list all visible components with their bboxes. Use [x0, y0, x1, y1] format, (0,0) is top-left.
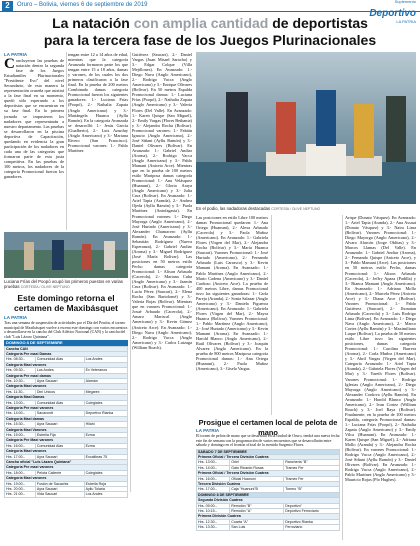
team-name: Los Andes — [35, 368, 84, 373]
pelota-box-title: Prosigue el certamen local de pelota de mano — [198, 418, 338, 437]
team-name: Los Andes — [84, 357, 127, 362]
page-number: 2 — [2, 1, 13, 11]
match-time: Hrs. 13:00.- — [5, 400, 36, 405]
match-time: Hrs. 13:30.- — [197, 525, 230, 530]
podium-scene-graphic — [196, 52, 416, 204]
article-column-3: Gutiérrez (Saucari), 2.- Daniel Vargas (Juan Misael Saracho) y 3.- Edgar Colque (Villa Mejillones). En Avanzado: 1.- Diego Nava (Anglo Americano), 2.- Rodrigo Vacca (Anglo Americano) y 3.- Enrique Olivares (Bolívar). En 50 metros Espalda Promocional damas: 1.- Luciana Frías (Poopó), 2.- Nathalia Zapata (Anglo Americano) y 3.- Valeria Flores (Del Valle). En Avanzado: 1.- Karen Quispe (San Miguel), 2.- Emily Vargas (Flores Bethania) y 3.- Alejandra Rocha (Bolívar). Promocional varones: 1.- Fabián Ignacio (Anglo Americano), 2.- José Siñani (Ayllu Ramón) y 3.- Daniel Olivares (Bolívar). En Avanzado: 1.- Gabriel Andiar (Aroma), 2.- Rodrigo Vacca (Anglo Americano) y 3.- Pablo Mamani (Aniceto Arce). Mientras que en la prueba de 100 metros estilo Mariposa damas categoría Promocional: 1.- Ana Velásquez (Huanuni), 2.- Gloria Araya (Anglo Americano) y 3.- Julia Cruz (Bolívar). En Avanzado: 1.- Ariel Tapia (Aranda), 2.- Andrea Ojeda (Ayllu Ramón) y 3.- Paola Martínez (Antofagasta). En Promocional varones: 1.- Diego Mayorga (Anglo Americano), 2.- José Hurtado (Americano) y 3.- Alexander Chumacero (Ayllu Ramón). En Avanzado: 1.- Sebastián Rodríguez (Nueva Esperanza), 2.- Gabriel Andiar (Aroma) y 3.- Miguel Rodríguez (José María Bolívar). Las posiciones en 50 metros estilo Pecho damas categoría Promocional: 1.- Alison Arbaudo (Cacerola), 2.- Mariana Cuba (Anglo Americano) y 3.- Jazmín Cruz (Bolívar). En Avanzado: 1.- Lucía Pérez (Saucari), 2.- Elena Rocha (San Bartolomé) y 3.- Valeria Rojas (Bolívar). Mientras que en varones Promocional: 1.- Josué Arbaudo (Cacerola), 2.- Amaro Mariscal (Anglo Americano) y 3.- Kevin Gómez (Aniceto Arce). En Avanzado: 1.- Diego Nava (Anglo Americano), 2.- Rodrigo Vacca (Anglo Americano) y 3.- Carlos Luizaga (William Roach). — [132, 52, 192, 350]
match-time: Hrs. 08:30.- — [5, 357, 36, 362]
schedule-category-row: Categoría Pre maxi varones — [5, 405, 128, 410]
team-name: Ayra Saucari — [35, 422, 84, 427]
schedule-category-row: Categoría Maxi varones — [5, 384, 128, 389]
column-divider — [271, 215, 272, 415]
schedule-category-row: Categoría Maxi damas — [5, 416, 128, 421]
basket-schedule-table: Cancha CAN Categoría Pre maxi Damas Hrs. 08:30.- Comunidad Alas Los Andes Categoría Maxi varones Hrs. 09:30.- Los Andes Ex Veteranos Categoría Pre maxi damas Hrs. 10:30.- Ayra Saucari Alamán Categoría Maxi varones Hrs. 11:30.- Dini Unicos Megarex Categoría Maxi Damas Hrs. 13:00.- Comunidad Alas Colegiales Categoría Pre maxi varones Hrs. 14:00.- Sacacontt Deportivo Rianka Categoría Maxi damas Hrs. 15:30.- Ayra Saucari Hilahi Categoría Maxi Varones Hrs. 15:00.- Estrella Fija Ezma Categoría Pre Maxi varones Hrs. 16:00.- Comunidad Alas Ezma Categoría Maxi varones Hrs. 17:00.- Ayra Saucari Excalibras 75 Cancha oficial "Luis Lázaro Quintana" Categoría Pre maxi varones Hrs. 18:00.- Pelota Caliente Colegiales Categoría Maxi varones Hrs. 19:00.- Fusión de Sacachis Estrella Roja Hrs. 20:00.- Ayra Saucari Ayllu Tolaria Hrs. 21:00.- Vida Saucari Los Andes — [4, 346, 128, 498]
match-time: Hrs. 16:00.- — [5, 443, 36, 448]
match-time: Hrs. 19:00.- — [5, 481, 36, 486]
team-name: Ayra Saucari — [35, 454, 84, 459]
match-time: Hrs. 12:30.- — [197, 519, 230, 524]
pelota-schedule-box: LA PATRIA El torneo de pelota de mano que se desarrolla en la ciudad de Oruro, tendrá una nueva fecha este fin de semana con la programación de varios encuentros que se desarrollarán entre sábado y domingo en el frontón oficial de la avenida Sargento Flores. SÁBADO 7 DE SEPTIEMBRE Primera Oficial / Tercera División Cuatrea Hrs. 13:00.- Oriel Rancheria "B" Hrs. 14:00.- Gato Ricardo Rosas Tramex Fer Primera Oficial / Tercera División Cuatrea Hrs. 16:00.- Oficial Huanuni Tramex Fer Tercera División Cuatrea Hrs. 17:00.- Caja "Huanuni"B Torneo "B" DOMINGO 8 DE SEPTIEMBRE Segunda División Cuatrea Hrs. 09:00.- Remolón "B" Deportivo" Hrs. 10:15.- Remolón "A" Deportivo Ferroviario Primera División Cuatrea Hrs. 12:30.- Cuarta "A" Deportivo Rianka Hrs. 13:30.- San Luis Ferroviario — [196, 428, 340, 530]
schedule-category-row: Primera Oficial / Tercera División Cuatrea — [197, 471, 340, 476]
team-name: Caja "Huanuni"B — [230, 487, 284, 492]
team-name: Ferroviario — [284, 525, 340, 530]
match-time: Hrs. 10:15.- — [197, 508, 230, 513]
team-name: Fusión de Sacachis — [35, 481, 84, 486]
match-time: Hrs. 11:30.- — [5, 389, 36, 394]
team-name: Deportivo Ferroviario — [284, 508, 340, 513]
schedule-category-row: Categoría Maxi Varones — [5, 427, 128, 432]
dateline: Oruro – Bolivia, viernes 6 de septiembre de 2019 — [17, 2, 148, 8]
team-name: Ezma — [84, 443, 127, 448]
match-time: Hrs. 16:00.- — [197, 476, 230, 481]
column-divider — [130, 52, 131, 492]
match-time: Hrs. 17:00.- — [197, 487, 230, 492]
team-name: Remolón "A" — [230, 508, 284, 513]
schedule-category-row: Categoría Maxi varones — [5, 362, 128, 367]
team-name: Colegiales — [84, 470, 127, 475]
team-name: Vida Saucari — [35, 492, 84, 497]
match-time: Hrs. 15:30.- — [5, 422, 36, 427]
schedule-match-row — [197, 525, 340, 530]
team-name: Comunidad Alas — [35, 357, 84, 362]
article-column-5: Arispe (Donato Vásquez). En Avanzado: 1.- Ariel Tapia (Aranda), 2.- Ana Assaut (Donato Vásquez) y 3.- Naira Lima (Bolívar). Varones Promocional: 1.- Diego Mayorga (Anglo Americano), 2.- Alvaro Alarcón (Jorge Oblitas) y 3.- Marcos Llamas (Del Valle). En Avanzado: 1.- Gabriel Andiar (Aroma), 2.- Fernando Quispe (Aniceto Arce), y 3.- Pablo Mamani (Arce). Las posiciones en 50 metros estilo Pecho, damas Promocional: 1.- Alison Arbaudo (Cacerola), 2.- Jeffry Apaza (Padilla) y 3.- Bianca Mamani (Anglo Americano). En Avanzado: 1.- Adriana Mollo (Americano), 2.- Marcela Pérez (Aniceto Arce) y 3.- Diana Arce (Bolívar). Varones Promocional: 1.- Pablo Gutiérrez (Saucari), 2.- Jhonatan Arbaudo (Cacerola) y 3.- Luis Rodrigo Lima (Bolívar). En Avanzado: 1.- Diego Nava (Anglo Americano), 2.- Marco Cortez (Ayllu Ramón) y 3.- Maximiliano Luque (Bolívar). La prueba de 50 metros estilo Libre tuvo las siguientes posiciones, damas categoría Promocional: 1.- Carolina Barrera (Aroma), 2.- Carla Muñoz (Americano) y 3.- Abril Vargas (Virgen del Mar). Categoría Avanzado: 1.- Ariel Tapia (Aranda), 2.- Gabriela Flores (Virgen del Mar) y 3.- Yareth Flores (Bolívar). Varones Promocional: 1.- Rodrigo Iglesias (Anglo Americano), 2.- Diego Mayorga (Anglo Americano) y 3.- Alexander Cordova (Ayllu Ramón). En Avanzado: 1.- Harold Blanco (Anglo Americano), 2.- Ivan Cortez (William Roach) y 3.- Joel Raya (Bolívar). Finalmente, en la prueba de 100 metros Espalda, categoría Promocional damas: 1.- Luciana Frías (Poopó), 2.- Nathalia Zapata (Anglo Americano) y 3.- Emily Vilca (Huanuni). En Avanzado: 1.- Karen Quispe (San Miguel), 2.- Adriana Mollo (Aranda) y 3.- Alejandra Rocha (Bolívar). En varones Promocional: 1.- Rodrigo Vacca (Anglo Americano), 2.- José Siñani (Ayllu Ramón) y 3.- Daniel Olivares (Bolívar). En Avanzado: 1.- Rodrigo Vacca (Anglo Americano), 2.- Pablo Martínez (Anglo Americano) y 3.- Mauricio Rojas (Pío Hughes). — [345, 215, 416, 483]
basket-schedule-box: LA PATRIA Tras una semana de suspensión de actividades por el Día del Peatón, el torneo municipal de Maxibásquet vuelve a escena este domingo con varios encuentros a desarrollarse en la cancha del Club Atlético Nacional (CAN) y la cancha del club "Luis Lázaro Quintana". DOMINGO 8 DE SEPTIEMBRE Cancha CAN Categoría Pre maxi Damas Hrs. 08:30.- Comunidad Alas Los Andes Categoría Maxi varones Hrs. 09:30.- Los Andes Ex Veteranos Categoría Pre maxi damas Hrs. 10:30.- Ayra Saucari Alamán Categoría Maxi varones Hrs. 11:30.- Dini Unicos Megarex Categoría Maxi Damas Hrs. 13:00.- Comunidad Alas Colegiales Categoría Pre maxi varones Hrs. 14:00.- Sacacontt Deportivo Rianka Categoría Maxi damas Hrs. 15:30.- Ayra Saucari Hilahi Categoría Maxi Varones Hrs. 15:00.- Estrella Fija Ezma Categoría Pre Maxi varones Hrs. 16:00.- Comunidad Alas Ezma Categoría Maxi varones Hrs. 17:00.- Ayra Saucari Excalibras 75 Cancha oficial "Luis Lázaro Quintana" Categoría Pre maxi varones Hrs. 18:00.- Pelota Caliente Colegiales Categoría Maxi varones Hrs. 19:00.- Fusión de Sacachis Estrella Roja Hrs. 20:00.- Ayra Saucari Ayllu Tolaria Hrs. 21:00.- Vida Saucari Los Andes — [4, 315, 128, 497]
basket-day-bar: DOMINGO 8 DE SEPTIEMBRE — [4, 340, 128, 346]
team-name: Comunidad Alas — [35, 400, 84, 405]
team-name: Deportivo Rianka — [84, 411, 127, 416]
team-name: Estrella Roja — [84, 481, 127, 486]
schedule-category-row: Categoría Pre maxi damas — [5, 373, 128, 378]
schedule-category-row: Categoría Maxi Damas — [5, 395, 128, 400]
team-name: Deportivo Rianka — [284, 519, 340, 524]
team-name: Dini Unicos — [35, 389, 84, 394]
article-column-4: Las posiciones en estilo Libre 100 metros damas Promocional quedaron: 1.- Ana Ortega (Huanuni), 2.- Alexa Arbaudo (Cacerola) y 3.- Paola Muñoz (Americano). En Avanzado: 1.- Gabriela Flores (Virgen del Mar), 2.- Alejandra Rocha (Bolívar) y 3.- María Huanca (Saucari). Varones Promocional: 1.- José Hurtado (Americano), 2.- Fernando Arbaudo (Luis Carrasco) y 3.- Kevin Mamani (Aroma). En Avanzado: 1.- Pablo Martínez (Anglo Americano), 2.- Mario Cadena (Americano) y 3.- Daniel Cardozo (Aniceto Arce). La prueba de 400 metros Libre, damas Promocional tuvo las siguientes ganadoras: 1.- Carla Pareja (Aranda), 2.- Sonia Salazar (Anglo Americano) y 3.- Daniela Figueroa (Americano). En Avanzado: 1.- Gabriela Flores (Virgen del Mar), 2.- Mayra Huanca (Bolívar). Varones Promocional: 1.- Pablo Martínez (Anglo Americano), 2.- José Hurtado (Americano) y 3.- Kevin Mamani (Aroma). En Avanzado: 1.- Harold Blanco (Anglo Americano), 2.- Raúl Olivares (Bolívar) y 3.- Joaquín Alvarez (Anglo Americano). En la prueba de 800 metros Mariposa categoría Promocional damas: 1.- Ana Ortega (Huanuni), 2.- Paola Muñoz (Americano), 3.- Gisela Vargas. — [196, 215, 268, 372]
match-time: Hrs. 18:00.- — [5, 470, 36, 475]
team-name: Ayra Saucari — [35, 378, 84, 383]
pool-scene-graphic — [4, 232, 128, 278]
team-name: Gato Ricardo Rosas — [230, 465, 284, 470]
team-name: Cuarta "A" — [230, 519, 284, 524]
pelota-intro: El torneo de pelota de mano que se desarrolla en la ciudad de Oruro, tendrá una nueva fecha este fin de semana con la programación de varios encuentros que se desarrollarán entre sábado y domingo en el frontón oficial de la avenida Sargento Flores. — [196, 434, 340, 447]
team-name: Deportivo" — [284, 503, 340, 508]
schedule-category-row: Tercera División Cuatrea — [197, 481, 340, 486]
match-time: Hrs. 14:00.- — [197, 465, 230, 470]
team-name: Colegiales — [84, 400, 127, 405]
schedule-category-row: Primera Oficial / Tercera División Cuatrea — [197, 454, 340, 459]
team-name: Tramex Fer — [284, 465, 340, 470]
schedule-category-row: Primera División Cuatrea — [197, 514, 340, 519]
team-name: Megarex — [84, 389, 127, 394]
team-name: Torneo "B" — [284, 487, 340, 492]
drop-cap: C — [4, 56, 15, 72]
podium-photo — [196, 52, 416, 204]
headline-highlight: con amplia cantidad — [133, 15, 269, 31]
team-name: Hilahi — [84, 422, 127, 427]
team-name: Rancheria "B" — [284, 460, 340, 465]
team-name: Pelota Caliente — [35, 470, 84, 475]
schedule-day-row: DOMINGO 8 DE SEPTIEMBRE — [197, 492, 340, 497]
team-name: Ezma — [84, 433, 127, 438]
match-time: Hrs. 17:00.- — [5, 454, 36, 459]
team-name: Alamán — [84, 378, 127, 383]
article-tag: LA PATRIA — [4, 52, 28, 57]
swimmer-photo — [4, 232, 128, 278]
schedule-category-row: Categoría Pre maxi Damas — [5, 351, 128, 356]
schedule-category-row: Categoría Maxi varones — [5, 449, 128, 454]
photo-caption: Luciana Frías del Poopó ocupó los primeros puestos en varias pruebas CORTESÍA / OLIVE NEPTUNO — [4, 279, 123, 289]
basket-box-title: Este domingo retorna el certamen de Maxibásquet — [14, 293, 118, 313]
team-name: Estrella Fija — [35, 433, 84, 438]
match-time: Hrs. 14:00.- — [5, 411, 36, 416]
team-name: Ex Veteranos — [84, 368, 127, 373]
team-name: Remolón "B" — [230, 503, 284, 508]
article-column-2: tengan entre 12 a 14 años de edad, mientras que la categoría Avanzada formaron parte los que tengan entre 15 a 18 años, damas y varones, de los cuales los dos primeros clasificaron a la fase final. En la prueba de 200 metros Combinado damas categoría Promocional fueron los siguientes ganadores: 1.- Luciana Frías (Poopó), 2.- Nathalia Zapata (Anglo Americano) y 3.- Mariángela Huanca (Ayllu Ramón). En la categoría Avanzada se desarrolló: 1.- Jesús García (Gualberto), 2.- Luis Azurduy (Anglo Americano) y 3.- Mariana Rivero (San Francisco). Promocional varones: 1.- Pablo Martínez — [68, 52, 128, 153]
schedule-category-row: Categoría Pre maxi varones — [5, 465, 128, 470]
schedule-category-row: Segunda División Cuatrea — [197, 498, 340, 503]
team-name: Oriel — [230, 460, 284, 465]
team-name: Excalibras 75 — [84, 454, 127, 459]
schedule-day-row: SÁBADO 7 DE SEPTIEMBRE — [197, 449, 340, 454]
match-time: Hrs. 15:00.- — [5, 433, 36, 438]
match-time: Hrs. 13:00.- — [197, 460, 230, 465]
team-name: Oficial Huanuni — [230, 476, 284, 481]
schedule-category-row: Cancha oficial "Luis Lázaro Quintana" — [5, 460, 128, 465]
headline: La natación con amplia cantidad de deportistas para la tercera fase de los Juegos Plurinacionales — [43, 15, 377, 48]
team-name: Ayllu Tolaria — [84, 487, 127, 492]
team-name: Sacacontt — [35, 411, 84, 416]
match-time: Hrs. 09:30.- — [5, 368, 36, 373]
schedule-category-row: Categoría Pre Maxi varones — [5, 438, 128, 443]
schedule-category-row: Categoría Maxi varones — [5, 476, 128, 481]
supplement-logo: Suplemento Deportivo LA PATRIA — [369, 0, 416, 24]
schedule-match-row — [5, 492, 128, 497]
pelota-schedule-table — [196, 449, 340, 531]
team-name: Tramex Fer — [284, 476, 340, 481]
team-name: San Luis — [230, 525, 284, 530]
match-time: Hrs. 21:00.- — [5, 492, 36, 497]
team-name: Ayra Saucari — [35, 487, 84, 492]
team-name: Comunidad Alas — [35, 443, 84, 448]
team-name: Los Andes — [84, 492, 127, 497]
match-time: Hrs. 09:00.- — [197, 503, 230, 508]
column-divider — [66, 52, 67, 230]
column-divider — [342, 215, 343, 540]
podium-caption: En el podio, las nadadoras destacadas CORTESÍA / OLIVE NEPTUNO — [196, 206, 321, 211]
match-time: Hrs. 10:30.- — [5, 378, 36, 383]
article-column-1: LA PATRIA C oncluyeron las pruebas de natación dentro la segunda fase de los Juegos Estudiantiles Plurinacionales "Presidente Evo" del nivel Secundario, de esta manera la representación orureña que asistirá a la fase final en su momento, quedó sólo esperando a los deportistas que se encuentran en su fase final. En la primera jornada se impusieron los nadadores que representarán a nuestro departamento. Las pruebas se desarrollaron en la piscina deportiva de Capacitación, quedando en evidencia la gran participación de los nadadores en cada una de las categorías que formaron parte de esta justa competitiva. En las pruebas de 100 metros, los nadadores de la categoría Promocional fueron los ganadores. — [4, 52, 64, 180]
basket-intro: Tras una semana de suspensión de actividades por el Día del Peatón, el torneo municipal de Maxibásquet vuelve a escena este domingo con varios encuentros a desarrollarse en la cancha del Club Atlético Nacional (CAN) y la cancha del club "Luis Lázaro Quintana". — [4, 321, 128, 339]
match-time: Hrs. 20:00.- — [5, 487, 36, 492]
